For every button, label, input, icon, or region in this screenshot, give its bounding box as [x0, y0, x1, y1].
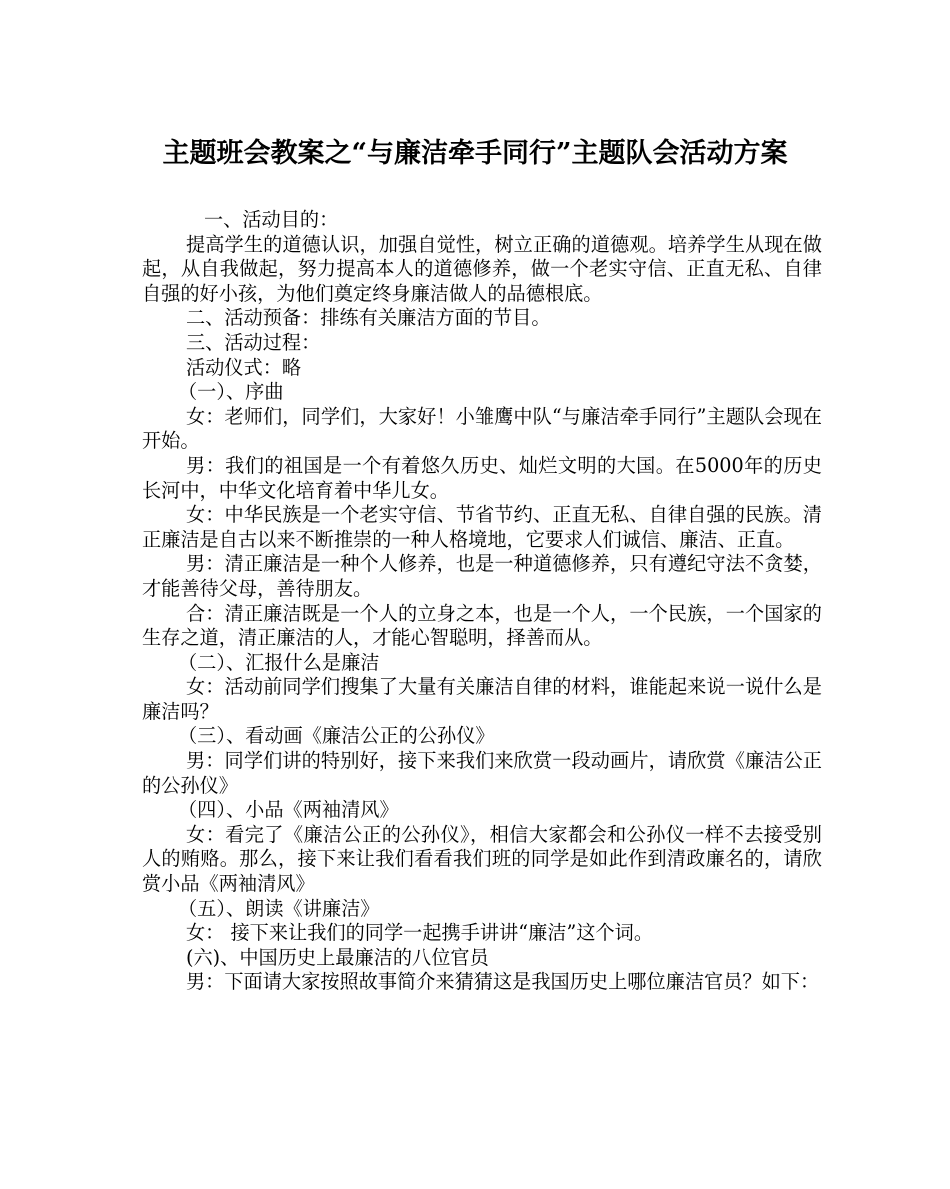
paragraph-activity-purpose: 提高学生的道德认识，加强自觉性，树立正确的道德观。培养学生从现在做起，从自我做起，努力提高本人的道德修养，做一个老实守信、正直无私、自律自强的好小孩，为他们奠定终身廉洁做人的品德根底。: [142, 232, 822, 305]
paragraph-activity-purpose-heading: 一、活动目的：: [204, 208, 339, 231]
paragraph-dialogue: 女：看完了《廉洁公正的公孙仪》，相信大家都会和公孙仪一样不去接受别人的贿赂。那么，接下来让我们看看我们班的同学是如此作到清政廉名的，请欣赏小品《两袖清风》: [142, 822, 822, 896]
paragraph-activity-ceremony: 活动仪式：略: [186, 355, 302, 379]
paragraph-dialogue: 男：我们的祖国是一个有着悠久历史、灿烂文明的大国。在5000年的历史长河中，中华文化培育着中华儿女。: [142, 453, 822, 502]
paragraph-dialogue: 男：同学们讲的特别好，接下来我们来欣赏一段动画片，请欣赏《廉洁公正的公孙仪》: [142, 749, 822, 797]
paragraph-section-1-heading: （一）、序曲: [178, 380, 284, 404]
paragraph-section-3-heading: （三）、看动画《廉洁公正的公孙仪》: [178, 724, 495, 748]
paragraph-section-4-heading: （四）、小品《两袖清风》: [178, 798, 399, 822]
paragraph-dialogue: 男：清正廉洁是一种个人修养，也是一种道德修养，只有遵纪守法不贪婪，才能善待父母，善待朋友。: [142, 552, 822, 600]
paragraph-dialogue: 女：老师们，同学们，大家好！小雏鹰中队“与廉洁牵手同行”主题队会现在开始。: [142, 404, 822, 453]
paragraph-dialogue: 合：清正廉洁既是一个人的立身之本，也是一个人，一个民族，一个国家的生存之道，清正廉洁的人，才能心智聪明，择善而从。: [142, 601, 822, 650]
document-body: [142, 208, 822, 995]
paragraph-dialogue: 女： 接下来让我们的同学一起携手讲讲“廉洁”这个词。: [186, 921, 654, 945]
paragraph-activity-process-heading: 三、活动过程：: [186, 330, 321, 354]
paragraph-section-6-heading: (六)、中国历史上最廉洁的八位官员: [186, 945, 489, 969]
paragraph-dialogue: 女：中华民族是一个老实守信、节省节约、正直无私、自律自强的民族。清正廉洁是自古以来不断推崇的一种人格境地，它要求人们诚信、廉洁、正直。: [142, 503, 822, 551]
paragraph-section-2-heading: （二）、汇报什么是廉洁: [178, 650, 380, 674]
document-title: 主题班会教案之“与廉洁牵手同行”主题队会活动方案: [162, 138, 788, 169]
paragraph-section-5-heading: （五）、朗读《讲廉洁》: [178, 896, 380, 920]
paragraph-dialogue: 女：活动前同学们搜集了大量有关廉洁自律的材料，谁能起来说一说什么是廉洁吗？: [142, 675, 822, 723]
paragraph-dialogue: 男：下面请大家按照故事简介来猜猜这是我国历史上哪位廉洁官员？如下：: [186, 970, 820, 994]
paragraph-activity-preparation: 二、活动预备：排练有关廉洁方面的节目。: [186, 306, 551, 330]
